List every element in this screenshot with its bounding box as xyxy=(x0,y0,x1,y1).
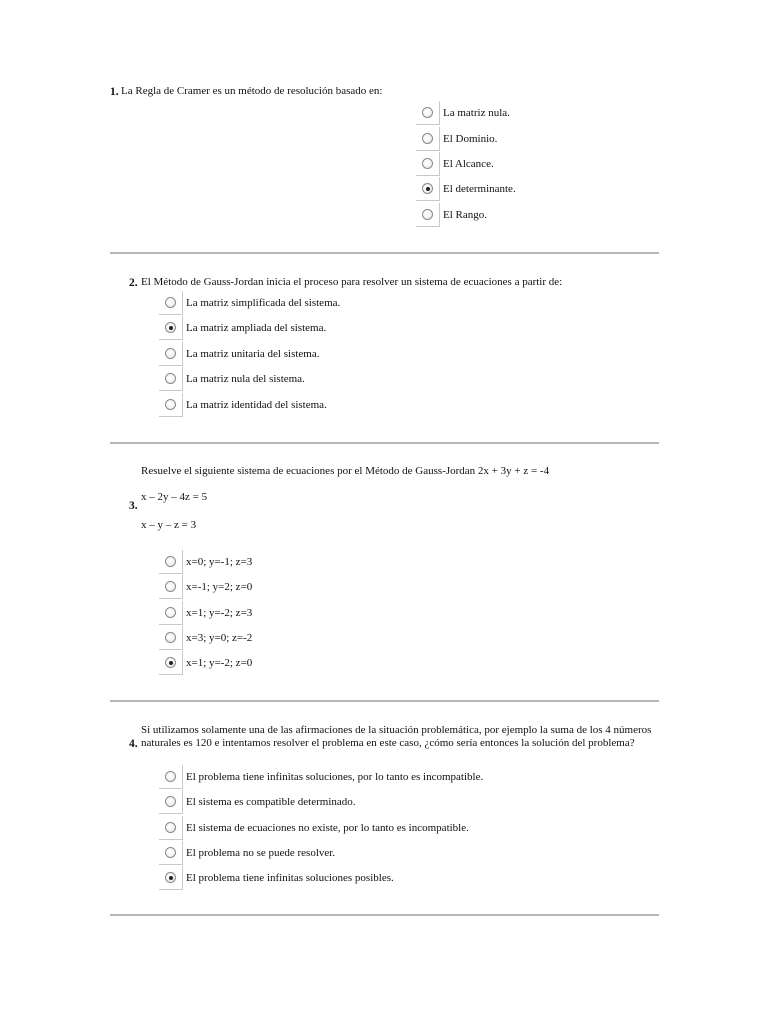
question-number: 3. xyxy=(129,500,138,512)
radio-button[interactable] xyxy=(165,872,176,883)
question-number: 2. xyxy=(129,277,138,289)
option-row[interactable] xyxy=(159,550,252,574)
radio-button[interactable] xyxy=(165,657,176,668)
radio-button[interactable] xyxy=(422,183,433,194)
question-number: 4. xyxy=(129,738,138,750)
option-row[interactable] xyxy=(159,393,327,417)
option-label: El Alcance. xyxy=(443,158,494,170)
radio-button[interactable] xyxy=(165,632,176,643)
section-divider xyxy=(110,700,659,702)
radio-button[interactable] xyxy=(165,847,176,858)
section-divider xyxy=(110,252,659,254)
radio-button[interactable] xyxy=(165,399,176,410)
question-text: Si utilizamos solamente una de las afirmaciones de la situación problemática, por ejemplo la suma de los 4 números naturales es 120 e intentamos resolver el problema en este caso, ¿cómo sería entonces la solución del problema? xyxy=(141,724,652,749)
section-divider xyxy=(110,914,659,916)
radio-button[interactable] xyxy=(422,158,433,169)
equation-line: x – 2y – 4z = 5 xyxy=(141,491,208,503)
option-row[interactable] xyxy=(159,626,252,650)
question-text: Resuelve el siguiente sistema de ecuaciones por el Método de Gauss-Jordan 2x + 3y + z = -4 xyxy=(141,465,550,477)
radio-button[interactable] xyxy=(165,607,176,618)
option-label: x=-1; y=2; z=0 xyxy=(186,581,253,593)
option-row[interactable] xyxy=(416,127,497,151)
radio-button[interactable] xyxy=(165,822,176,833)
option-row[interactable] xyxy=(416,152,494,176)
option-label: La matriz nula. xyxy=(443,107,510,119)
radio-button[interactable] xyxy=(165,322,176,333)
option-label: El sistema es compatible determinado. xyxy=(186,796,356,808)
radio-button[interactable] xyxy=(422,107,433,118)
option-row[interactable] xyxy=(416,177,516,201)
option-row[interactable] xyxy=(159,367,305,391)
option-row[interactable] xyxy=(159,841,335,865)
option-label: La matriz simplificada del sistema. xyxy=(186,297,341,309)
option-row[interactable] xyxy=(159,601,252,625)
radio-button[interactable] xyxy=(165,348,176,359)
option-row[interactable] xyxy=(159,651,252,675)
question-text: El Método de Gauss-Jordan inicia el proceso para resolver un sistema de ecuaciones a partir de: xyxy=(141,276,563,288)
option-label: El sistema de ecuaciones no existe, por lo tanto es incompatible. xyxy=(186,822,469,834)
question-number: 1. xyxy=(110,86,119,98)
option-label: El problema tiene infinitas soluciones, por lo tanto es incompatible. xyxy=(186,771,484,783)
option-row[interactable] xyxy=(159,866,394,890)
option-label: x=3; y=0; z=-2 xyxy=(186,632,253,644)
option-label: El Dominio. xyxy=(443,133,498,145)
option-label: La matriz ampliada del sistema. xyxy=(186,322,327,334)
question-text: La Regla de Cramer es un método de resolución basado en: xyxy=(121,85,383,97)
radio-button[interactable] xyxy=(165,796,176,807)
radio-button[interactable] xyxy=(165,556,176,567)
option-label: El problema no se puede resolver. xyxy=(186,847,336,859)
radio-button[interactable] xyxy=(165,297,176,308)
option-row[interactable] xyxy=(159,790,356,814)
option-label: La matriz unitaria del sistema. xyxy=(186,348,320,360)
option-label: El determinante. xyxy=(443,183,516,195)
equation-line: x – y – z = 3 xyxy=(141,519,197,531)
option-label: x=1; y=-2; z=0 xyxy=(186,657,253,669)
option-label: La matriz nula del sistema. xyxy=(186,373,305,385)
option-label: x=1; y=-2; z=3 xyxy=(186,607,253,619)
option-row[interactable] xyxy=(159,342,319,366)
option-label: El problema tiene infinitas soluciones posibles. xyxy=(186,872,394,884)
option-label: El Rango. xyxy=(443,209,487,221)
radio-button[interactable] xyxy=(422,133,433,144)
radio-button[interactable] xyxy=(165,771,176,782)
section-divider xyxy=(110,442,659,444)
option-row[interactable] xyxy=(159,816,469,840)
option-row[interactable] xyxy=(159,765,483,789)
option-label: x=0; y=-1; z=3 xyxy=(186,556,253,568)
option-row[interactable] xyxy=(416,101,510,125)
option-row[interactable] xyxy=(159,316,326,340)
radio-button[interactable] xyxy=(422,209,433,220)
option-row[interactable] xyxy=(159,575,252,599)
radio-button[interactable] xyxy=(165,581,176,592)
option-label: La matriz identidad del sistema. xyxy=(186,399,327,411)
option-row[interactable] xyxy=(159,291,340,315)
radio-button[interactable] xyxy=(165,373,176,384)
option-row[interactable] xyxy=(416,203,487,227)
